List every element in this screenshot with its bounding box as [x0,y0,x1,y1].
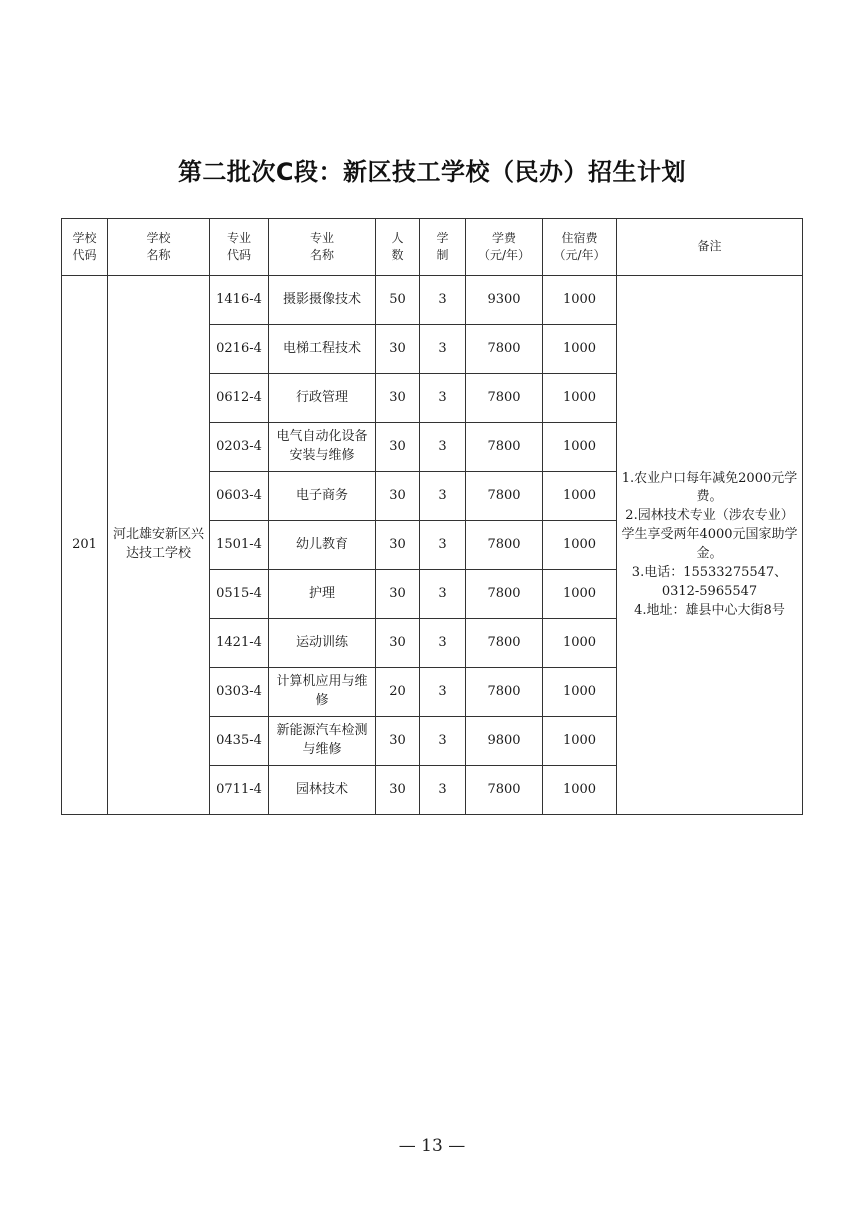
count-cell: 50 [376,276,420,325]
major-name-cell: 护理 [269,570,376,619]
header-label-line1: 专业 [309,230,334,245]
duration-cell: 3 [420,423,466,472]
header-duration [420,219,466,276]
major-name-cell: 园林技术 [269,766,376,815]
tuition-cell: 7800 [466,423,543,472]
major-code-cell: 0216-4 [210,325,269,374]
count-cell: 30 [376,570,420,619]
tuition-cell: 7800 [466,374,543,423]
remarks-cell [617,276,803,815]
table-body [62,276,803,815]
header-label-line2: 制 [436,248,449,262]
dorm-fee-cell: 1000 [543,325,617,374]
major-name-cell: 行政管理 [269,374,376,423]
tuition-cell: 9800 [466,717,543,766]
header-major-name [269,219,376,276]
header-label-line2: 代码 [72,248,97,262]
count-cell: 30 [376,374,420,423]
table-row [62,276,803,325]
major-name-cell: 幼儿教育 [269,521,376,570]
dorm-fee-cell: 1000 [543,570,617,619]
major-name-cell: 电梯工程技术 [269,325,376,374]
major-code-cell: 1501-4 [210,521,269,570]
header-school-code [62,219,108,276]
header-school-name [108,219,210,276]
tuition-cell: 7800 [466,570,543,619]
count-cell: 30 [376,521,420,570]
dorm-fee-cell: 1000 [543,472,617,521]
dorm-fee-cell: 1000 [543,374,617,423]
major-code-cell: 0711-4 [210,766,269,815]
major-code-cell: 0612-4 [210,374,269,423]
school-name-cell: 河北雄安新区兴达技工学校 [108,276,210,815]
header-major-code [210,219,269,276]
header-label-line1: 专业 [226,230,251,245]
duration-cell: 3 [420,325,466,374]
dorm-fee-cell: 1000 [543,619,617,668]
header-label-line1: 学费 [491,230,516,245]
tuition-cell: 7800 [466,472,543,521]
major-code-cell: 1421-4 [210,619,269,668]
dorm-fee-cell: 1000 [543,668,617,717]
tuition-cell: 7800 [466,668,543,717]
duration-cell: 3 [420,521,466,570]
dorm-fee-cell: 1000 [543,717,617,766]
major-name-cell: 摄影摄像技术 [269,276,376,325]
remark-item: 1.农业户口每年减免2000元学费。 [621,470,798,505]
major-name-cell: 电子商务 [269,472,376,521]
major-code-cell: 0435-4 [210,717,269,766]
count-cell: 20 [376,668,420,717]
header-label-line1: 备注 [697,239,722,254]
enrollment-plan-table [61,218,803,815]
page-number: — 13 — [398,1136,466,1156]
duration-cell: 3 [420,276,466,325]
header-dorm-fee [543,219,617,276]
count-cell: 30 [376,766,420,815]
duration-cell: 3 [420,717,466,766]
major-code-cell: 1416-4 [210,276,269,325]
header-remarks [617,219,803,276]
count-cell: 30 [376,423,420,472]
count-cell: 30 [376,717,420,766]
header-label-line2: 名称 [309,248,334,262]
header-label-line2: （元/年） [553,248,606,262]
count-cell: 30 [376,619,420,668]
duration-cell: 3 [420,570,466,619]
duration-cell: 3 [420,766,466,815]
major-code-cell: 0203-4 [210,423,269,472]
dorm-fee-cell: 1000 [543,766,617,815]
header-label-line2: 名称 [146,248,171,262]
remark-item: 2.园林技术专业（涉农专业）学生享受两年4000元国家助学金。 [621,508,798,561]
header-count [376,219,420,276]
major-code-cell: 0603-4 [210,472,269,521]
remark-item: 4.地址：雄县中心大街8号 [634,602,785,618]
count-cell: 30 [376,472,420,521]
dorm-fee-cell: 1000 [543,276,617,325]
header-label-line2: 代码 [226,248,251,262]
header-tuition [466,219,543,276]
tuition-cell: 7800 [466,619,543,668]
header-label-line2: 数 [391,248,404,262]
tuition-cell: 7800 [466,521,543,570]
dorm-fee-cell: 1000 [543,423,617,472]
header-label-line1: 学 [436,230,449,245]
major-name-cell: 计算机应用与维修 [269,668,376,717]
duration-cell: 3 [420,619,466,668]
major-name-cell: 运动训练 [269,619,376,668]
count-cell: 30 [376,325,420,374]
header-label-line2: （元/年） [477,248,531,262]
header-label-line1: 人 [391,230,404,245]
tuition-cell: 9300 [466,276,543,325]
remark-item: 3.电话：15533275547、0312-5965547 [631,564,788,599]
header-row [62,219,803,276]
school-code-cell: 201 [62,276,108,815]
major-code-cell: 0303-4 [210,668,269,717]
major-name-cell: 电气自动化设备安装与维修 [269,423,376,472]
header-label-line1: 学校 [72,230,97,245]
duration-cell: 3 [420,374,466,423]
major-name-cell: 新能源汽车检测与维修 [269,717,376,766]
page-title: 第二批次C段：新区技工学校（民办）招生计划 [177,158,687,186]
tuition-cell: 7800 [466,325,543,374]
header-label-line1: 学校 [146,230,171,245]
header-label-line1: 住宿费 [561,230,598,245]
duration-cell: 3 [420,668,466,717]
major-code-cell: 0515-4 [210,570,269,619]
tuition-cell: 7800 [466,766,543,815]
dorm-fee-cell: 1000 [543,521,617,570]
duration-cell: 3 [420,472,466,521]
